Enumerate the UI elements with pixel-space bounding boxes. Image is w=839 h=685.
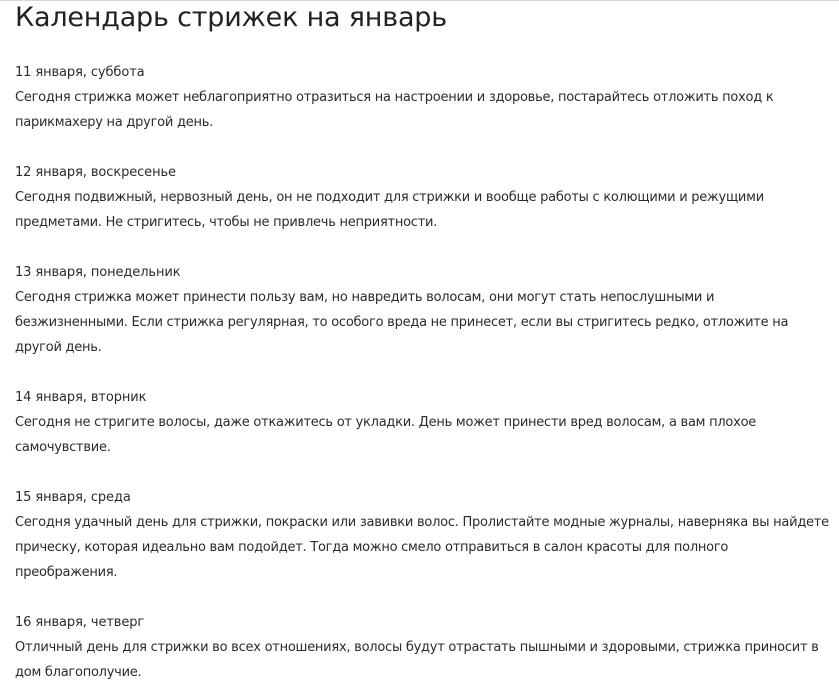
article-content: [15, 0, 830, 685]
entry-description: Сегодня подвижный, нервозный день, он не подходит для стрижки и вообще работы с колющими и режущими предметами. Не стригитесь, чтобы не привлечь неприятности.: [15, 190, 764, 230]
entry-date: 15 января, среда: [15, 490, 131, 505]
entry-date: 13 января, понедельник: [15, 265, 181, 280]
calendar-entry-11-january: [15, 60, 830, 135]
entry-date: 16 января, четверг: [15, 615, 145, 630]
calendar-entry-16-january: [15, 610, 830, 685]
entry-description: Сегодня стрижка может принести пользу вам, но навредить волосам, они могут стать непослушными и безжизненными. Если стрижка регулярная, то особого вреда не принесет, если вы стригитесь редко, отложите на другой день.: [15, 290, 789, 355]
haircut-calendar-list: [15, 60, 830, 685]
calendar-entry-12-january: [15, 160, 830, 235]
page-title: Календарь стрижек на январь: [15, 2, 447, 33]
entry-date: 12 января, воскресенье: [15, 165, 176, 180]
entry-description: Сегодня удачный день для стрижки, покраски или завивки волос. Пролистайте модные журналы, наверняка вы найдете прическу, которая идеально вам подойдет. Тогда можно смело отправиться в салон красоты для полного преображения.: [15, 515, 829, 580]
entry-description: Сегодня не стригите волосы, даже откажитесь от укладки. День может принести вред волосам, а вам плохое самочувствие.: [15, 415, 757, 455]
calendar-entry-15-january: [15, 485, 830, 585]
entry-description: Отличный день для стрижки во всех отношениях, волосы будут отрастать пышными и здоровыми, стрижка приносит в дом благополучие.: [15, 640, 819, 680]
entry-date: 11 января, суббота: [15, 65, 145, 80]
calendar-entry-13-january: [15, 260, 830, 360]
entry-date: 14 января, вторник: [15, 390, 147, 405]
calendar-entry-14-january: [15, 385, 830, 460]
entry-description: Сегодня стрижка может неблагоприятно отразиться на настроении и здоровье, постарайтесь отложить поход к парикмахеру на другой день.: [15, 90, 774, 130]
